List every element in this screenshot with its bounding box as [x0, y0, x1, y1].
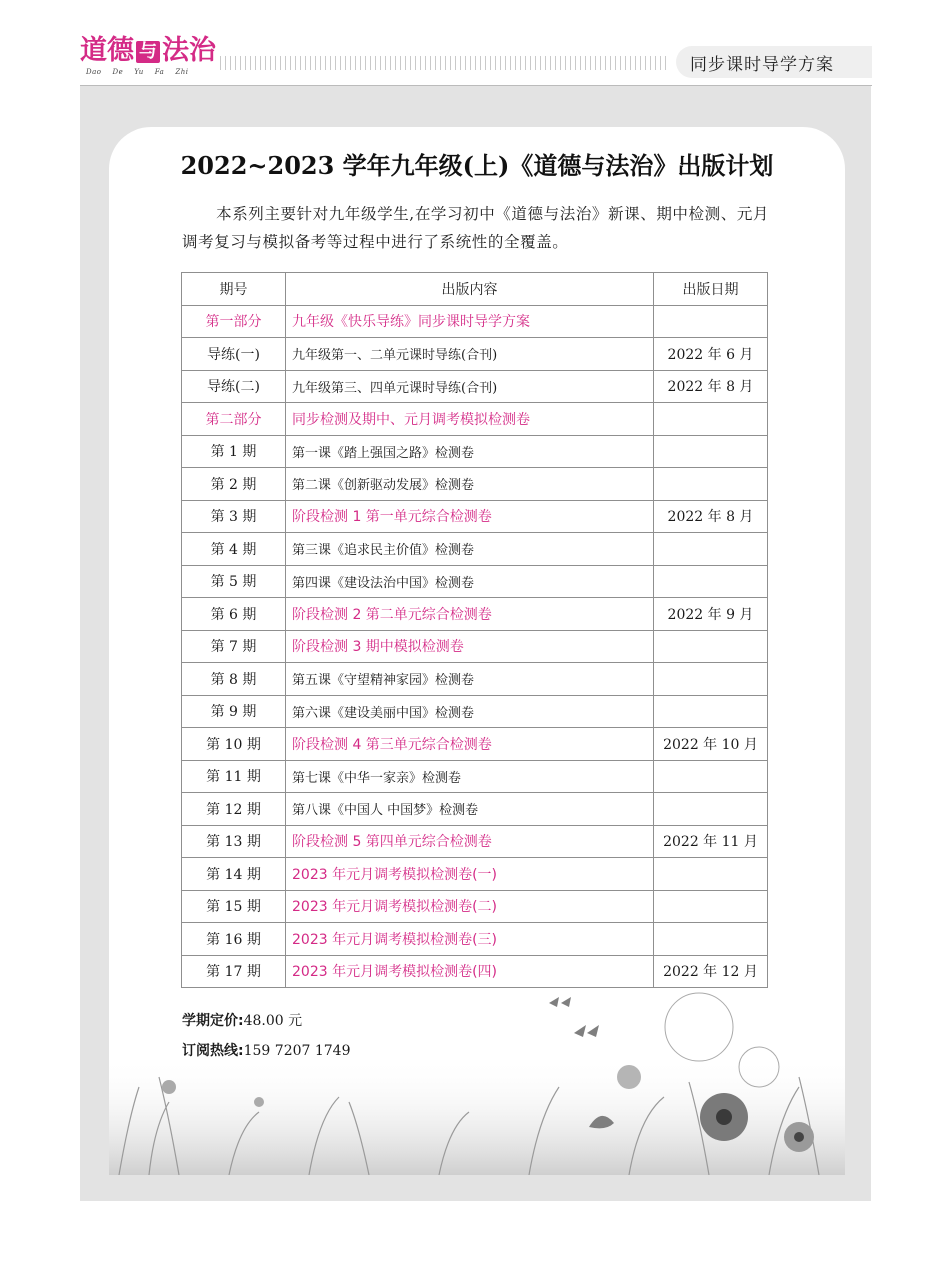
subscription-hotline [182, 1040, 351, 1060]
issue-cell: 第 3 期 [182, 500, 286, 533]
date-cell: 2022 年 9 月 [654, 598, 768, 631]
issue-cell: 第 12 期 [182, 793, 286, 826]
page-title: 2022~2023 学年九年级(上)《道德与法治》出版计划 [180, 151, 774, 180]
content-cell: 第七课《中华一家亲》检测卷 [286, 760, 654, 793]
table-row [182, 468, 768, 501]
content-cell: 阶段检测 5 第四单元综合检测卷 [286, 825, 654, 858]
issue-cell: 第 8 期 [182, 663, 286, 696]
column-header-content: 出版内容 [286, 273, 654, 306]
issue-cell: 第 11 期 [182, 760, 286, 793]
content-cell: 阶段检测 4 第三单元综合检测卷 [286, 728, 654, 761]
hotline-label: 订阅热线: [182, 1043, 244, 1059]
content-cell: 阶段检测 2 第二单元综合检测卷 [286, 598, 654, 631]
content-cell: 第五课《守望精神家园》检测卷 [286, 663, 654, 696]
table-row [182, 500, 768, 533]
issue-cell: 第 4 期 [182, 533, 286, 566]
logo-char-boxed: 与 [136, 41, 160, 63]
content-cell: 第八课《中国人 中国梦》检测卷 [286, 793, 654, 826]
table-header-row [182, 273, 768, 306]
date-cell [654, 858, 768, 891]
date-cell [654, 760, 768, 793]
content-cell: 九年级第三、四单元课时导练(合刊) [286, 370, 654, 403]
date-cell [654, 695, 768, 728]
date-cell [654, 890, 768, 923]
table-row [182, 890, 768, 923]
column-header-issue: 期号 [182, 273, 286, 306]
table-row [182, 598, 768, 631]
term-price [182, 1010, 302, 1030]
page-header [0, 0, 950, 86]
price-label: 学期定价: [182, 1013, 244, 1029]
issue-cell: 第 7 期 [182, 630, 286, 663]
date-cell: 2022 年 8 月 [654, 370, 768, 403]
table-row [182, 858, 768, 891]
issue-cell: 第 16 期 [182, 923, 286, 956]
issue-cell: 第一部分 [182, 305, 286, 338]
issue-cell: 导练(二) [182, 370, 286, 403]
hotline-value: 159 7207 1749 [243, 1043, 351, 1059]
date-cell [654, 630, 768, 663]
content-cell: 第六课《建设美丽中国》检测卷 [286, 695, 654, 728]
date-cell [654, 435, 768, 468]
column-header-date: 出版日期 [654, 273, 768, 306]
issue-cell: 第 17 期 [182, 955, 286, 988]
content-cell: 九年级第一、二单元课时导练(合刊) [286, 338, 654, 371]
table-row-section [182, 403, 768, 436]
table-row [182, 793, 768, 826]
content-cell: 第四课《建设法治中国》检测卷 [286, 565, 654, 598]
date-cell [654, 793, 768, 826]
issue-cell: 第 9 期 [182, 695, 286, 728]
logo-pinyin: Dao De Yu Fa Zhi [86, 68, 189, 76]
table-row [182, 370, 768, 403]
date-cell: 2022 年 6 月 [654, 338, 768, 371]
date-cell: 2022 年 10 月 [654, 728, 768, 761]
series-name-tab: 同步课时导学方案 [676, 46, 872, 78]
content-cell: 九年级《快乐导练》同步课时导学方案 [286, 305, 654, 338]
content-cell: 第二课《创新驱动发展》检测卷 [286, 468, 654, 501]
content-cell: 2023 年元月调考模拟检测卷(四) [286, 955, 654, 988]
content-cell: 阶段检测 3 期中模拟检测卷 [286, 630, 654, 663]
table-row [182, 565, 768, 598]
logo-char: 治 [189, 35, 216, 66]
issue-cell: 第 14 期 [182, 858, 286, 891]
table-row [182, 435, 768, 468]
date-cell: 2022 年 12 月 [654, 955, 768, 988]
date-cell: 2022 年 11 月 [654, 825, 768, 858]
logo-char: 德 [107, 35, 134, 66]
issue-cell: 第 2 期 [182, 468, 286, 501]
date-cell [654, 565, 768, 598]
issue-cell: 第 1 期 [182, 435, 286, 468]
table-row [182, 533, 768, 566]
content-cell: 同步检测及期中、元月调考模拟检测卷 [286, 403, 654, 436]
table-row [182, 728, 768, 761]
date-cell [654, 305, 768, 338]
table-row [182, 825, 768, 858]
content-cell: 2023 年元月调考模拟检测卷(三) [286, 923, 654, 956]
issue-cell: 第 13 期 [182, 825, 286, 858]
intro-paragraph: 本系列主要针对九年级学生,在学习初中《道德与法治》新课、期中检测、元月调考复习与模拟备考等过程中进行了系统性的全覆盖。 [182, 205, 770, 251]
content-cell: 2023 年元月调考模拟检测卷(二) [286, 890, 654, 923]
price-value: 48.00 元 [243, 1013, 303, 1029]
table-row [182, 923, 768, 956]
subject-logo [80, 36, 216, 80]
table-row [182, 955, 768, 988]
date-cell [654, 663, 768, 696]
header-hatch-decoration [220, 56, 670, 70]
publication-plan-table [181, 272, 768, 988]
issue-cell: 第 10 期 [182, 728, 286, 761]
content-cell: 阶段检测 1 第一单元综合检测卷 [286, 500, 654, 533]
issue-cell: 第二部分 [182, 403, 286, 436]
table-row [182, 338, 768, 371]
date-cell [654, 923, 768, 956]
content-cell: 第一课《踏上强国之路》检测卷 [286, 435, 654, 468]
date-cell [654, 403, 768, 436]
logo-char: 法 [162, 35, 189, 66]
issue-cell: 第 6 期 [182, 598, 286, 631]
issue-cell: 导练(一) [182, 338, 286, 371]
content-cell: 2023 年元月调考模拟检测卷(一) [286, 858, 654, 891]
issue-cell: 第 15 期 [182, 890, 286, 923]
content-cell: 第三课《追求民主价值》检测卷 [286, 533, 654, 566]
table-row [182, 695, 768, 728]
date-cell [654, 468, 768, 501]
date-cell: 2022 年 8 月 [654, 500, 768, 533]
table-row-section [182, 305, 768, 338]
logo-char: 道 [80, 35, 107, 66]
issue-cell: 第 5 期 [182, 565, 286, 598]
table-row [182, 663, 768, 696]
table-row [182, 630, 768, 663]
table-row [182, 760, 768, 793]
date-cell [654, 533, 768, 566]
